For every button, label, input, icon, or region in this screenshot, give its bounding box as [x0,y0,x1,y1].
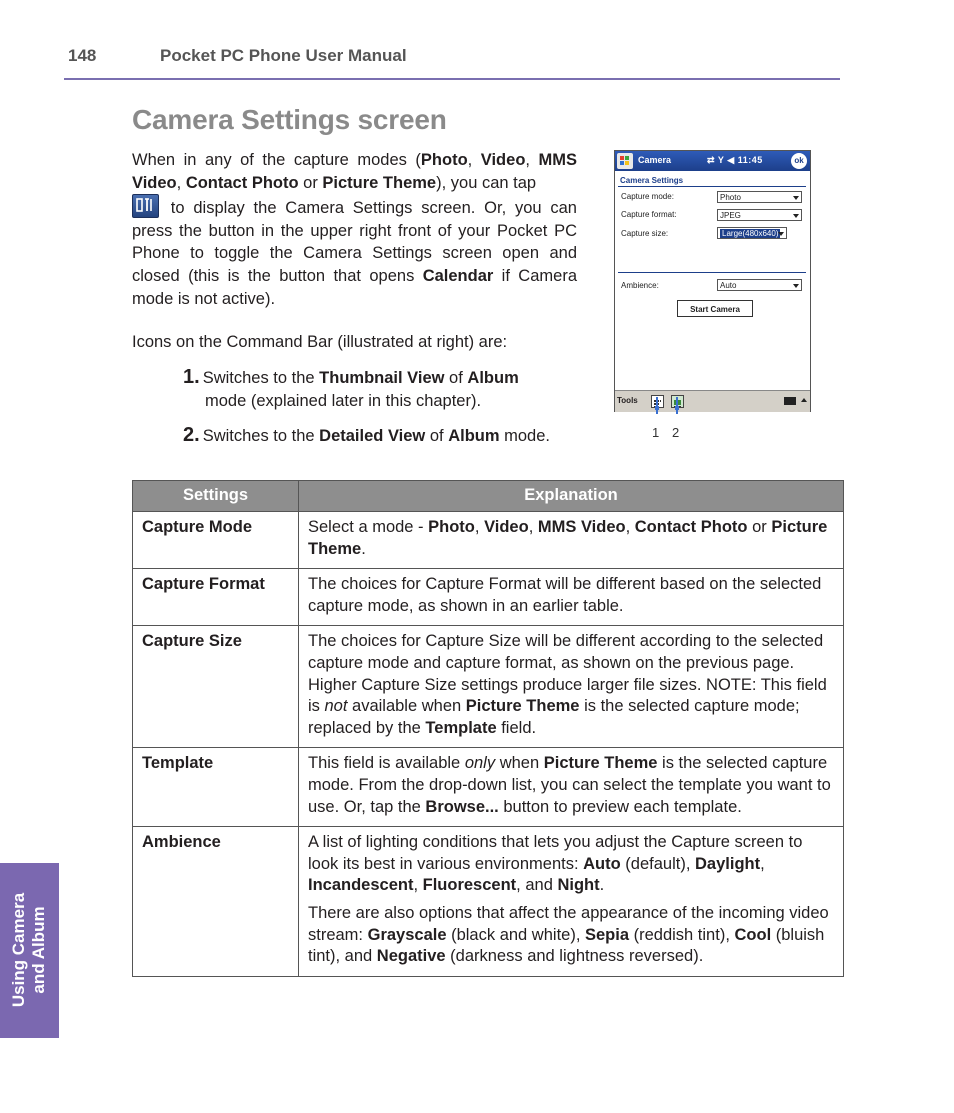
capture-size-label: Capture size: [621,229,669,238]
tools-menu[interactable]: Tools [617,396,638,405]
callout-marker [675,406,679,410]
device-app-title: Camera [638,155,672,165]
device-status-area [707,155,763,166]
setting-explanation: A list of lighting conditions that lets you adjust the Capture screen to look its best in various environments: Auto (default), Daylight, Incandescent, Fluorescent, and Night. There are also options that affect the appearance of the incoming video stream: Grayscale (black and white), Sepia (reddish tint), Cool (bluish tint), and Negative (darkness and lightness reversed). [299,827,844,977]
chapter-side-tab-label: Using Camera and Album [9,892,48,1008]
speaker-icon: ◀ [727,155,735,165]
setting-explanation: The choices for Capture Format will be different based on the selected capture mode, as shown in an earlier table. [299,569,844,626]
setting-explanation: Select a mode - Photo, Video, MMS Video, Contact Photo or Picture Theme. [299,512,844,569]
keyboard-icon[interactable] [784,397,796,405]
table-row [133,626,844,748]
list-item: 1. Switches to the Thumbnail View of Album mode (explained later in this chapter). [183,366,519,410]
table-header-row [133,481,844,512]
callout-number: 1 [652,425,660,440]
section-title: Camera Settings screen [132,104,447,135]
device-settings-header: Camera Settings [620,176,684,185]
capture-format-select[interactable]: JPEG [717,209,802,221]
setting-explanation: This field is available only when Picture Theme is the selected capture mode. From the drop-down list, you can select the template you want to use. Or, tap the Browse... button to preview each template. [299,748,844,827]
camera-settings-icon [132,194,159,218]
capture-format-label: Capture format: [621,210,677,219]
device-command-bar [615,390,810,412]
capture-mode-select[interactable]: Photo [717,191,802,203]
input-panel-arrow-icon[interactable] [801,398,807,402]
ambience-select[interactable]: Auto [717,279,802,291]
capture-size-select[interactable]: Large(480x640) [717,227,787,239]
header-divider [64,78,840,80]
settings-table [132,480,844,977]
page-number: 148 [68,46,97,65]
list-item: 2. Switches to the Detailed View of Album mode. [183,424,550,446]
chevron-down-icon [778,232,784,236]
column-header-explanation: Explanation [299,481,844,512]
callout-number: 2 [672,425,680,440]
setting-explanation: The choices for Capture Size will be different according to the selected capture mode and capture format, as shown on the previous page. Higher Capture Size settings produce larger file sizes. NOTE: This field is not available when Picture Theme is the selected capture mode; replaced by the Template field. [299,626,844,748]
ok-button[interactable]: ok [791,153,807,169]
device-titlebar [615,151,810,171]
chevron-down-icon [793,214,799,218]
chapter-side-tab [0,863,59,1038]
table-row [133,748,844,827]
setting-name: Capture Format [133,569,299,626]
column-header-settings: Settings [133,481,299,512]
callout-marker [655,406,659,410]
signal-icon: ⇄ Y [707,155,725,165]
setting-name: Capture Mode [133,512,299,569]
table-row [133,512,844,569]
windows-start-icon[interactable] [617,153,633,169]
table-row [133,569,844,626]
chevron-down-icon [793,196,799,200]
device-divider [618,186,806,187]
table-row [133,827,844,977]
setting-name: Template [133,748,299,827]
setting-name: Ambience [133,827,299,977]
command-bar-intro: Icons on the Command Bar (illustrated at right) are: [132,333,508,351]
ambience-label: Ambience: [621,281,659,290]
intro-paragraph: When in any of the capture modes (Photo, Video, MMS Video, Contact Photo or Picture Theme), you can tap to display the Camera Settings screen. Or, you can press the button in the upper right front of your Pocket PC Phone to toggle the Camera Settings screen open and closed (this is the button that opens Calendar if Camera mode is not active). [132,151,578,308]
chevron-down-icon [793,284,799,288]
device-screenshot [614,150,811,412]
capture-mode-label: Capture mode: [621,192,674,201]
setting-name: Capture Size [133,626,299,748]
manual-title: Pocket PC Phone User Manual [160,46,407,65]
device-clock: 11:45 [737,155,763,165]
start-camera-button[interactable]: Start Camera [677,300,753,317]
device-divider [618,272,806,273]
